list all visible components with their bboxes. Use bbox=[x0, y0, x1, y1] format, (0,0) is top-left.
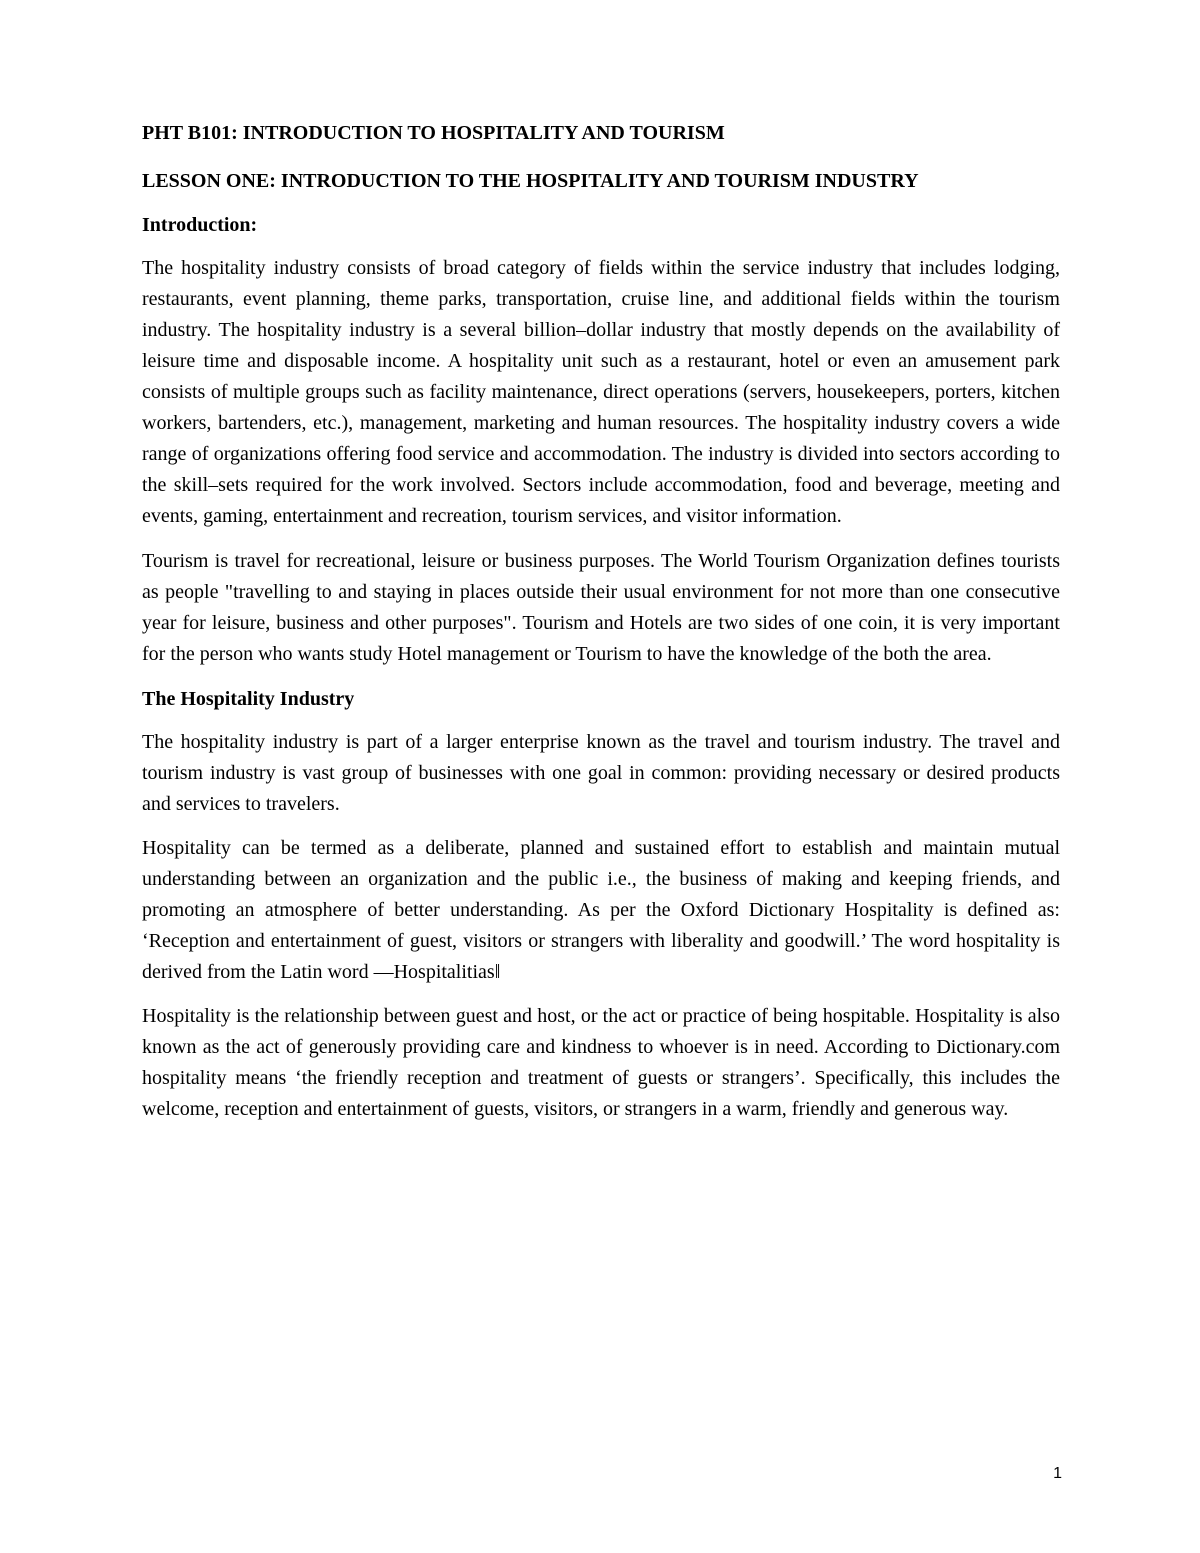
page-number: 1 bbox=[1053, 1465, 1062, 1482]
page-content bbox=[142, 118, 1060, 1139]
introduction-heading: Introduction: bbox=[142, 214, 258, 236]
course-title: PHT B101: INTRODUCTION TO HOSPITALITY AND TOURISM bbox=[142, 122, 725, 144]
tourism-paragraph: Tourism is travel for recreational, leisure or business purposes. The World Tourism Organization defines tourists as people "travelling to and staying in places outside their usual environment for not more than one consecutive year for leisure, business and other purposes". Tourism and Hotels are two sides of one coin, it is very important for the person who wants study Hotel management or Tourism to have the knowledge of the both the area. bbox=[142, 550, 1060, 665]
industry-paragraph: The hospitality industry is part of a larger enterprise known as the travel and tourism industry. The travel and tourism industry is vast group of businesses with one goal in common: providing necessary or desired products and services to travelers. bbox=[142, 731, 1060, 815]
hospitality-definition-paragraph: Hospitality can be termed as a deliberate, planned and sustained effort to establish and maintain mutual understanding between an organization and the public i.e., the business of making and keeping friends, and promoting an atmosphere of better understanding. As per the Oxford Dictionary Hospitality is defined as: ‘Reception and entertainment of guest, visitors or strangers with liberality and goodwill.’ The word hospitality is derived from the Latin word —Hospitalitias‖ bbox=[142, 837, 1060, 983]
hospitality-relationship-paragraph: Hospitality is the relationship between guest and host, or the act or practice of being hospitable. Hospitality is also known as the act of generously providing care and kindness to whoever is in need. According to Dictionary.com hospitality means ‘the friendly reception and treatment of guests or strangers’. Specifically, this includes the welcome, reception and entertainment of guests, visitors, or strangers in a warm, friendly and generous way. bbox=[142, 1005, 1060, 1120]
section-heading: The Hospitality Industry bbox=[142, 688, 355, 710]
introduction-paragraph: The hospitality industry consists of broad category of fields within the service industry that includes lodging, restaurants, event planning, theme parks, transportation, cruise line, and additional fields within the tourism industry. The hospitality industry is a several billion–dollar industry that mostly depends on the availability of leisure time and disposable income. A hospitality unit such as a restaurant, hotel or even an amusement park consists of multiple groups such as facility maintenance, direct operations (servers, housekeepers, porters, kitchen workers, bartenders, etc.), management, marketing and human resources. The hospitality industry covers a wide range of organizations offering food service and accommodation. The industry is divided into sectors according to the skill–sets required for the work involved. Sectors include accommodation, food and beverage, meeting and events, gaming, entertainment and recreation, tourism services, and visitor information. bbox=[142, 257, 1060, 527]
lesson-title: LESSON ONE: INTRODUCTION TO THE HOSPITALITY AND TOURISM INDUSTRY bbox=[142, 170, 919, 192]
